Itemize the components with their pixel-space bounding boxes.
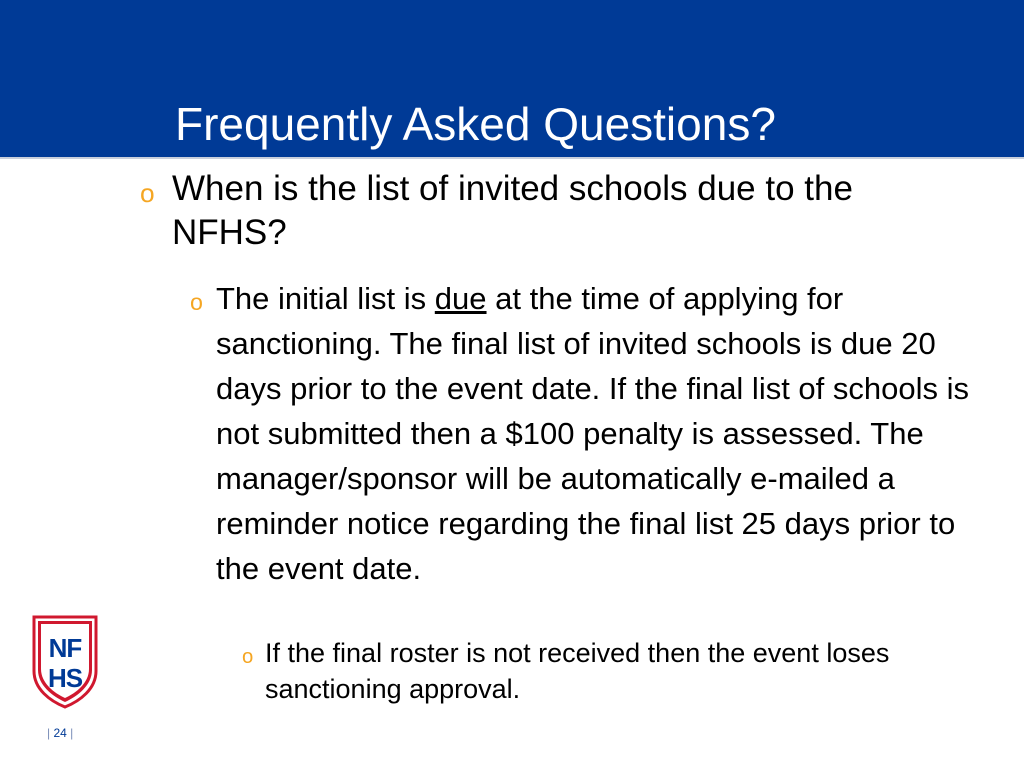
- nfhs-logo: [30, 613, 100, 709]
- bullet-level-3: [242, 635, 942, 707]
- question-text: When is the list of invited schools due to the NFHS?: [172, 169, 853, 252]
- page-number-value: 24: [53, 726, 67, 740]
- bullet-marker: o: [242, 646, 254, 668]
- answer-text: [190, 276, 980, 591]
- slide-title: Frequently Asked Questions?: [175, 98, 776, 150]
- answer-text-rest: at the time of applying for sanctioning. The final list of invited schools is due 20 days prior to the event date. If the final list of schools is not submitted then a $100 penalty is assessed. The manager/sponsor will be automatically e-mailed a reminder notice regarding the final list 25 days prior to the event date.: [216, 281, 970, 586]
- svg-text:HS: HS: [47, 663, 83, 693]
- page-number: [47, 726, 73, 740]
- bullet-marker: o: [190, 289, 203, 315]
- bullet-marker: o: [140, 178, 155, 208]
- header-divider: [0, 157, 1024, 159]
- svg-text:NF: NF: [48, 633, 82, 663]
- page-separator-left: |: [47, 726, 51, 740]
- page-separator-right: |: [70, 726, 74, 740]
- bullet-level-1: [140, 167, 960, 255]
- sub-answer-text: If the final roster is not received then the event loses sanctioning approval.: [265, 638, 890, 704]
- bullet-level-2: [190, 276, 980, 591]
- answer-text-start: The initial list is: [216, 281, 435, 316]
- underlined-word: due: [434, 281, 487, 316]
